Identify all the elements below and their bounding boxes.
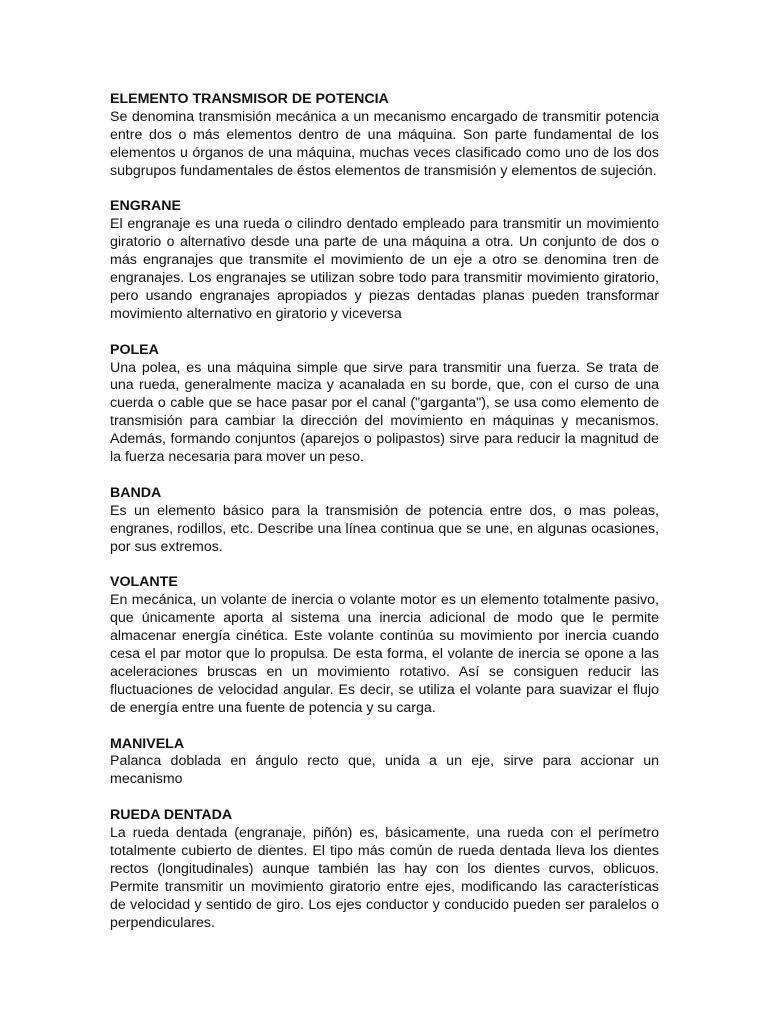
section-paragraph: Palanca doblada en ángulo recto que, unida a un eje, sirve para accionar un mecanismo — [110, 753, 659, 788]
section-banda — [110, 485, 659, 557]
section-volante — [110, 574, 659, 717]
section-heading: VOLANTE — [110, 574, 178, 591]
section-paragraph: El engranaje es una rueda o cilindro dentado empleado para transmitir un movimiento giratorio o alternativo desde una parte de una máquina a otra. Un conjunto de dos o más engranajes que transmite el movimiento de un eje a otro se denomina tren de engranajes. Los engranajes se utilizan sobre todo para transmitir movimiento giratorio, pero usando engranajes apropiados y piezas dentadas planas pueden transformar movimiento alternativo en giratorio y viceversa — [110, 216, 659, 322]
section-paragraph: En mecánica, un volante de inercia o volante motor es un elemento totalmente pasivo, que únicamente aporta al sistema una inercia adicional de modo que le permite almacenar energía cinética. Este volante continúa su movimiento por inercia cuando cesa el par motor que lo propulsa. De esta forma, el volante de inercia se opone a las aceleraciones bruscas en un movimiento rotativo. Así se consiguen reducir las fluctuaciones de velocidad angular. Es decir, se utiliza el volante para suavizar el flujo de energía entre una fuente de potencia y su carga. — [110, 592, 659, 716]
section-manivela — [110, 736, 659, 790]
section-paragraph: Se denomina transmisión mecánica a un mecanismo encargado de transmitir potencia entre dos o más elementos dentro de una máquina. Son parte fundamental de los elementos u órganos de una máquina, muchas veces clasificado como uno de los dos subgrupos fundamentales de éstos elementos de transmisión y elementos de sujeción. — [110, 108, 659, 179]
section-paragraph: Es un elemento básico para la transmisión de potencia entre dos, o mas poleas, engranes, rodillos, etc. Describe una línea continua que se une, en algunas ocasiones, por sus extremos. — [110, 502, 659, 555]
section-elemento-transmisor — [110, 91, 659, 181]
section-rueda-dentada — [110, 807, 659, 932]
section-heading: ELEMENTO TRANSMISOR DE POTENCIA — [110, 91, 389, 107]
section-heading: ENGRANE — [110, 198, 181, 215]
section-engrane — [110, 198, 659, 323]
document-body — [110, 91, 659, 950]
section-paragraph: Una polea, es una máquina simple que sirve para transmitir una fuerza. Se trata de una rueda, generalmente maciza y acanalada en su borde, que, con el curso de una cuerda o cable que se hace pasar por el canal ("garganta"), se usa como elemento de transmisión para cambiar la dirección del movimiento en máquinas y mecanismos. Además, formando conjuntos (aparejos o polipastos) sirve para reducir la magnitud de la fuerza necesaria para mover un peso. — [110, 359, 659, 466]
section-paragraph: La rueda dentada (engranaje, piñón) es, básicamente, una rueda con el perímetro totalmente cubierto de dientes. El tipo más común de rueda dentada lleva los dientes rectos (longitudinales) aunque también las hay con los dientes curvos, oblicuos. Permite transmitir un movimiento giratorio entre ejes, modificando las características de velocidad y sentido de giro. Los ejes conductor y conducido pueden ser paralelos o perpendiculares. — [110, 825, 659, 931]
section-heading: POLEA — [110, 341, 159, 358]
section-heading: MANIVELA — [110, 735, 185, 752]
section-heading: BANDA — [110, 484, 162, 501]
section-heading: RUEDA DENTADA — [110, 807, 233, 824]
section-polea — [110, 342, 659, 467]
